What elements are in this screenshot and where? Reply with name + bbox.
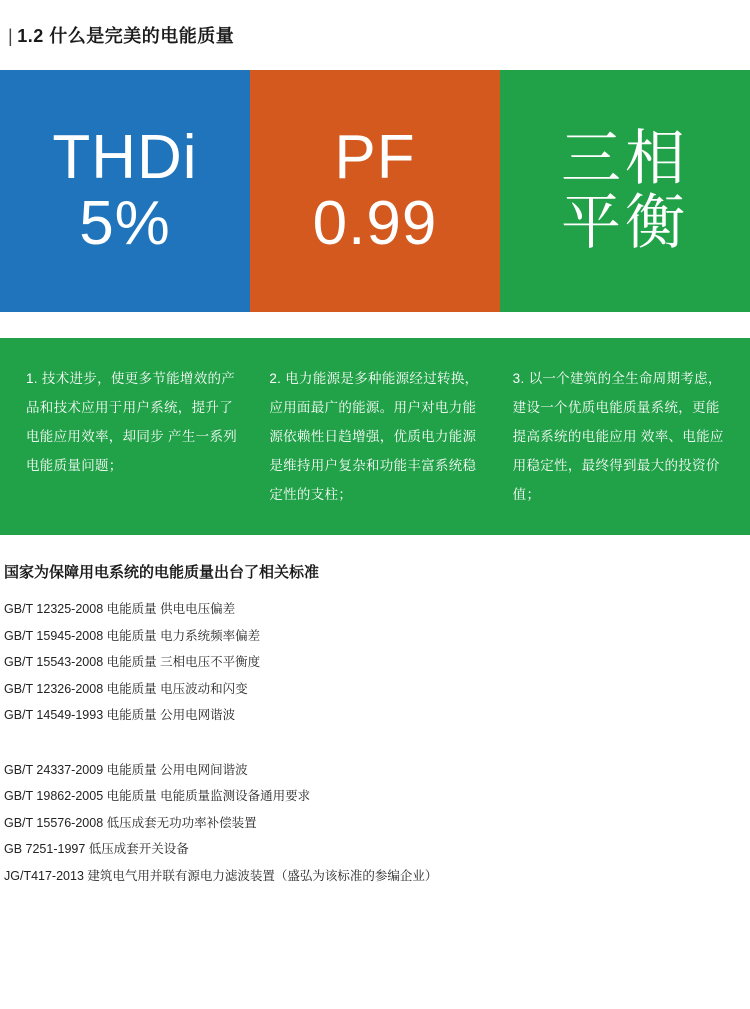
standard-item: GB/T 15945-2008 电能质量 电力系统频率偏差 [4,628,261,643]
standard-item: GB/T 24337-2009 电能质量 公用电网间谐波 [4,762,248,777]
standards-list-group-2 [0,757,750,890]
title-text: 1.2 什么是完美的电能质量 [17,26,235,46]
hero-tile-pf-line2: 0.99 [312,189,438,258]
band-column-3: 3. 以一个建筑的全生命周期考虑，建设一个优质电能质量系统，更能提高系统的电能应用 效率、电能应用稳定性，最终得到最大的投资价值； [512,371,724,503]
standard-item: GB/T 12325-2008 电能质量 供电电压偏差 [4,602,236,617]
band-column-1: 1. 技术进步，使更多节能增效的产品和技术应用于用户系统，提升了电能应用效率，却同步 产生一系列电能质量问题； [26,371,238,474]
hero-tile-balance-line2: 平衡 [561,189,689,256]
hero-tile-balance [500,70,750,312]
standard-item: GB/T 14549-1993 电能质量 公用电网谐波 [4,708,236,723]
title-bar-mark: | [8,26,14,46]
hero-tile-thdi [0,70,250,312]
page-title [0,0,750,48]
hero-tile-pf-line1: PF [334,123,416,193]
standard-item: GB/T 15576-2008 低压成套无功功率补偿装置 [4,815,257,830]
hero-tile-thdi-line2: 5% [79,189,171,258]
hero-tile-thdi-line1: THDi [52,123,198,193]
standard-item: GB/T 19862-2005 电能质量 电能质量监测设备通用要求 [4,789,311,804]
hero-tile-pf [250,70,500,312]
standards-list-gap [0,729,750,757]
band-column-2: 2. 电力能源是多种能源经过转换， 应用面最广的能源。用户对电力能源依赖性日趋增强，优质电力能源是维持用户复杂和功能丰富系统稳定性的支柱； [269,371,479,503]
standard-item: JG/T417-2013 建筑电气用并联有源电力滤波装置（盛弘为该标准的参编企业） [4,868,438,883]
hero-tile-balance-line1: 三相 [561,125,689,193]
hero-tiles [0,70,750,312]
green-info-band [0,338,750,535]
standard-item: GB 7251-1997 低压成套开关设备 [4,842,189,857]
standard-item: GB/T 15543-2008 电能质量 三相电压不平衡度 [4,655,261,670]
standards-list-group-1 [0,596,750,729]
standard-item: GB/T 12326-2008 电能质量 电压波动和闪变 [4,681,248,696]
standards-title: 国家为保障用电系统的电能质量出台了相关标准 [4,564,320,582]
